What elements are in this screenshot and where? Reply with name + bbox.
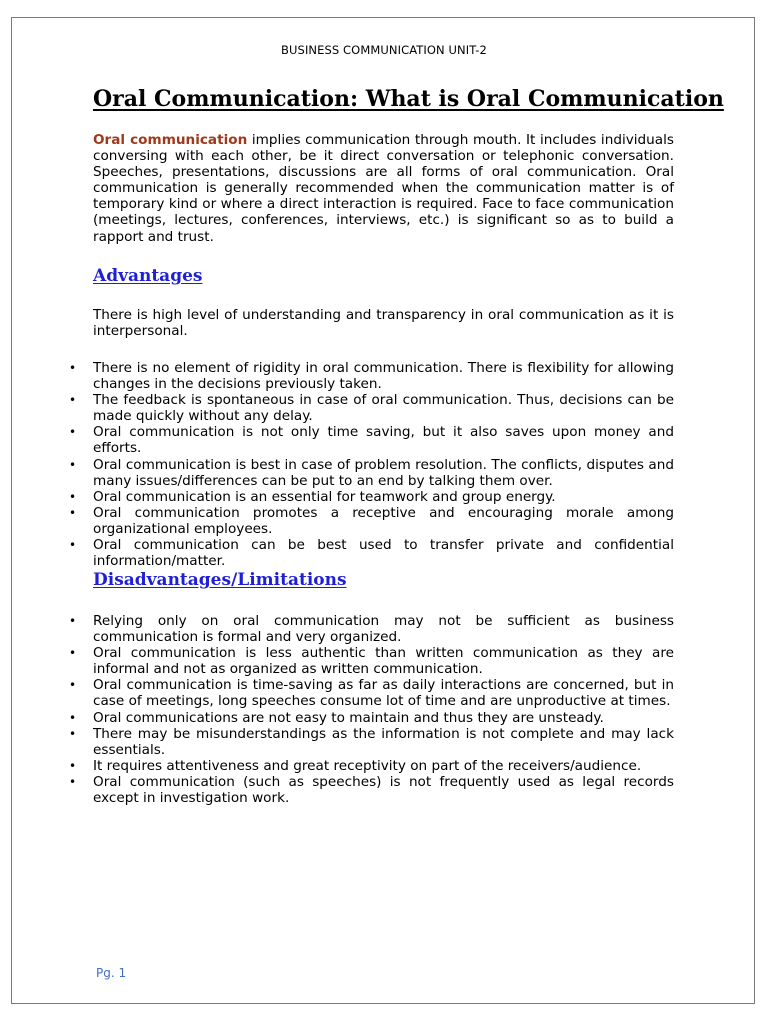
list-item: • Oral communication is time-saving as far as daily interactions are concerned, but in case of meetings, long speeches consume lot of time and are unproductive at times. [93, 677, 674, 709]
advantages-heading[interactable]: Advantages [93, 266, 203, 286]
list-item: • Oral communication is less authentic than written communication as they are informal and not as organized as written communication. [93, 645, 674, 677]
list-item: • Oral communication is an essential for teamwork and group energy. [93, 489, 674, 505]
page-number: Pg. 1 [96, 966, 127, 980]
list-item: • Oral communication promotes a receptive and encouraging morale among organizational employees. [93, 505, 674, 537]
list-item: • It requires attentiveness and great receptivity on part of the receivers/audience. [93, 758, 674, 774]
intro-highlight: Oral communication [93, 132, 248, 148]
intro-text: implies communication through mouth. It includes individuals conversing with each other, be it direct conversation or telephonic conversation. Speeches, presentations, discussions are all forms of oral communication. Oral communication is generally recommended when the communication matter is of temporary kind or where a direct interaction is required. Face to face communication (meetings, lectures, conferences, interviews, etc.) is significant so as to build a rapport and trust. [93, 132, 674, 245]
list-item: • Oral communication is not only time saving, but it also saves upon money and efforts. [93, 424, 674, 456]
page-header: BUSINESS COMMUNICATION UNIT-2 [281, 43, 487, 57]
list-item: • Oral communications are not easy to maintain and thus they are unsteady. [93, 710, 674, 726]
list-item: • Oral communication (such as speeches) is not frequently used as legal records except in investigation work. [93, 774, 674, 806]
list-item: • Oral communication is best in case of problem resolution. The conflicts, disputes and many issues/differences can be put to an end by talking them over. [93, 457, 674, 489]
advantages-list [93, 360, 674, 569]
list-item: • Oral communication can be best used to transfer private and confidential information/matter. [93, 537, 674, 569]
intro-paragraph [93, 132, 674, 245]
list-item: • The feedback is spontaneous in case of oral communication. Thus, decisions can be made quickly without any delay. [93, 392, 674, 424]
disadvantages-heading[interactable]: Disadvantages/Limitations [93, 570, 347, 590]
advantages-paragraph: There is high level of understanding and transparency in oral communication as it is interpersonal. [93, 307, 674, 340]
list-item: • There may be misunderstandings as the information is not complete and may lack essentials. [93, 726, 674, 758]
list-item: • There is no element of rigidity in oral communication. There is flexibility for allowing changes in the decisions previously taken. [93, 360, 674, 392]
document-title: Oral Communication: What is Oral Communication [93, 86, 724, 112]
list-item: • Relying only on oral communication may not be sufficient as business communication is formal and very organized. [93, 613, 674, 645]
disadvantages-list [93, 613, 674, 806]
